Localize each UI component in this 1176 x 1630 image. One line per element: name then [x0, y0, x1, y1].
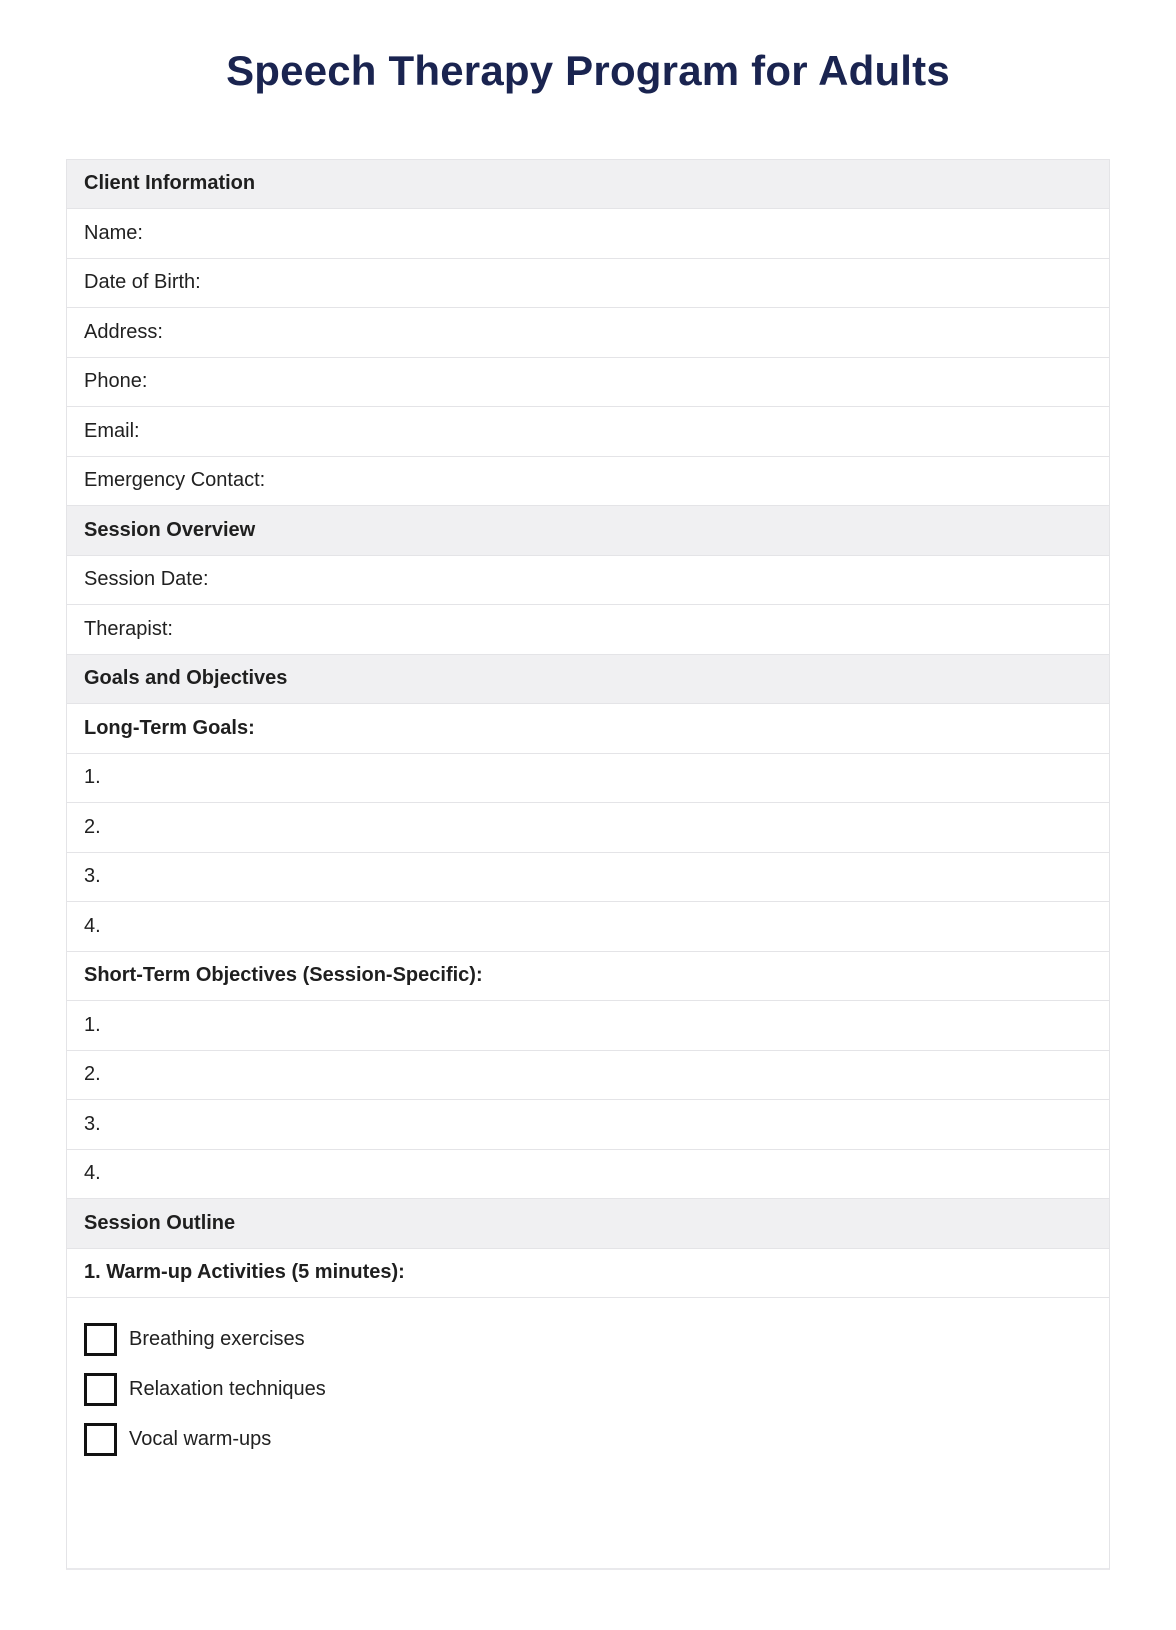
field-label: 1.	[84, 1013, 101, 1036]
section-header-row	[67, 506, 1109, 556]
field-label: Therapist:	[84, 617, 173, 640]
field-row	[67, 1001, 1109, 1051]
form-table	[66, 159, 1110, 1571]
field-row	[67, 1100, 1109, 1150]
field-label: 3.	[84, 865, 101, 888]
subheading-row	[67, 952, 1109, 1002]
field-row	[67, 754, 1109, 804]
field-row	[67, 209, 1109, 259]
field-row	[67, 358, 1109, 408]
field-label: 3.	[84, 1112, 101, 1135]
subheading-label: 1. Warm-up Activities (5 minutes):	[84, 1261, 405, 1284]
section-header-label: Session Overview	[84, 518, 256, 541]
field-label: 4.	[84, 1162, 101, 1185]
field-row	[67, 1051, 1109, 1101]
field-label: 2.	[84, 815, 101, 838]
subheading-label: Short-Term Objectives (Session-Specific):	[84, 964, 483, 987]
section-header-row	[67, 1199, 1109, 1249]
checklist-item-label: Vocal warm-ups	[129, 1428, 272, 1451]
field-label: Session Date:	[84, 568, 209, 591]
checkbox-icon[interactable]	[84, 1423, 117, 1456]
field-row	[67, 407, 1109, 457]
checklist-item-label: Relaxation techniques	[129, 1378, 326, 1401]
section-header-label: Session Outline	[84, 1211, 236, 1234]
field-label: 2.	[84, 1063, 101, 1086]
field-row	[67, 556, 1109, 606]
field-label: Date of Birth:	[84, 271, 201, 294]
section-header-label: Client Information	[84, 172, 256, 195]
section-header-row	[67, 160, 1109, 210]
field-label: Address:	[84, 320, 163, 343]
field-row	[67, 902, 1109, 952]
checklist-item	[84, 1373, 1092, 1406]
field-label: Emergency Contact:	[84, 469, 266, 492]
field-row	[67, 259, 1109, 309]
subheading-row	[67, 704, 1109, 754]
field-label: 4.	[84, 914, 101, 937]
checkbox-icon[interactable]	[84, 1323, 117, 1356]
section-header-row	[67, 655, 1109, 705]
field-label: 1.	[84, 766, 101, 789]
subheading-row	[67, 1249, 1109, 1299]
checklist-cell	[67, 1298, 1109, 1568]
checkbox-icon[interactable]	[84, 1373, 117, 1406]
checklist-item	[84, 1423, 1092, 1456]
field-row	[67, 605, 1109, 655]
field-label: Name:	[84, 221, 143, 244]
checklist-item	[84, 1323, 1092, 1356]
field-row	[67, 308, 1109, 358]
field-label: Email:	[84, 419, 140, 442]
field-row	[67, 457, 1109, 507]
subheading-label: Long-Term Goals:	[84, 716, 255, 739]
field-row	[67, 803, 1109, 853]
checklist-item-label: Breathing exercises	[129, 1328, 305, 1351]
field-label: Phone:	[84, 370, 148, 393]
field-row	[67, 853, 1109, 903]
page-title: Speech Therapy Program for Adults	[226, 47, 950, 94]
section-header-label: Goals and Objectives	[84, 667, 288, 690]
field-row	[67, 1150, 1109, 1200]
